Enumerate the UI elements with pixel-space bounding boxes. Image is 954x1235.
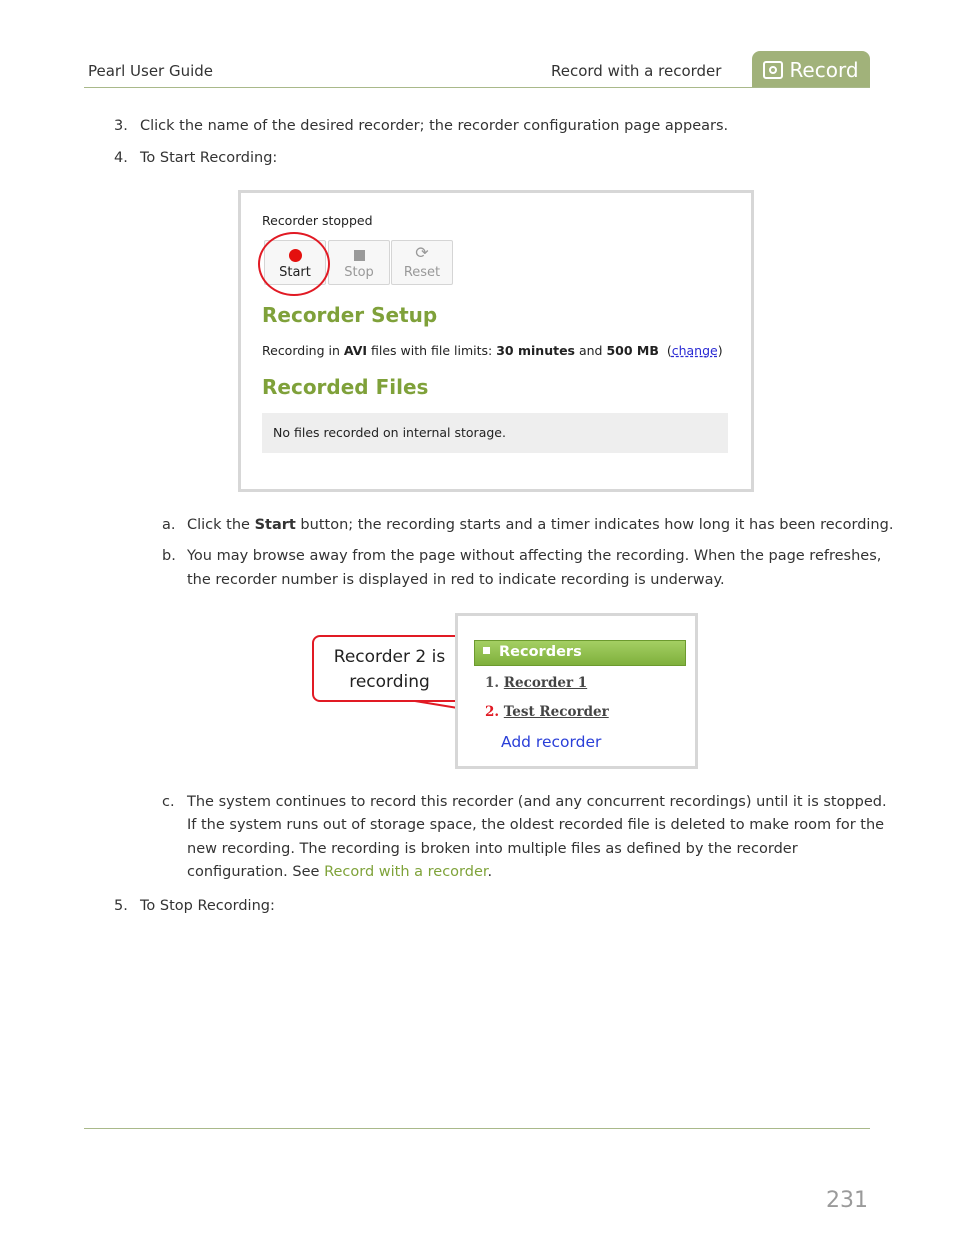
step-3-number: 3. [114,118,128,134]
substep-b-letter: b. [162,548,176,564]
recording-callout: Recorder 2 is recording [312,635,467,702]
recorded-files-empty: No files recorded on internal storage. [262,413,728,453]
recorder-list-item[interactable]: 1. Recorder 1 [485,675,588,691]
recorder-list-item-recording[interactable]: 2. Test Recorder [485,704,609,720]
step-5-number: 5. [114,898,128,914]
step-3-text: Click the name of the desired recorder; the recorder configuration page appears. [140,118,729,134]
section-title: Record with a recorder [551,62,722,80]
substep-b-line-2: the recorder number is displayed in red to indicate recording is underway. [187,572,725,588]
start-highlight-circle [258,232,330,296]
substep-c-line-3: new recording. The recording is broken into multiple files as defined by the recorder [187,841,798,857]
start-button-label: Start [279,265,311,280]
refresh-icon: ⟳ [415,243,429,262]
step-5-text: To Stop Recording: [140,898,275,914]
step-4-text: To Start Recording: [140,150,278,166]
reset-button[interactable] [391,240,453,285]
substep-c-letter: c. [162,794,175,810]
record-tab-label: Record [789,57,859,82]
substep-c-line-2: If the system runs out of storage space, the oldest recorded file is deleted to make room for the [187,817,885,833]
recorder-setup-heading: Recorder Setup [262,303,438,327]
recorded-files-heading: Recorded Files [262,375,429,399]
record-icon [763,61,783,79]
add-recorder-link[interactable]: Add recorder [501,733,602,751]
reset-button-label: Reset [403,265,441,280]
substep-a-text: Click the Start button; the recording starts and a timer indicates how long it has been recording. [187,517,894,533]
substep-c-line-4: configuration. See Record with a recorder. [187,864,493,880]
recorders-panel-screenshot [455,613,698,769]
record-tab [752,51,870,88]
stop-square-icon [354,250,365,261]
record-with-recorder-link[interactable]: Record with a recorder [324,864,488,880]
substep-a-letter: a. [162,517,176,533]
page-number: 231 [826,1188,868,1213]
stop-button-label: Stop [344,265,374,280]
substep-b-line-1: You may browse away from the page without affecting the recording. When the page refreshes, [187,548,882,564]
header-divider [84,87,870,88]
substep-c-line-1: The system continues to record this recorder (and any concurrent recordings) until it is stopped. [187,794,887,810]
stop-button[interactable] [328,240,390,285]
step-4-number: 4. [114,150,128,166]
guide-title: Pearl User Guide [88,62,214,80]
recording-limits-line: Recording in AVI files with file limits: 30 minutes and 500 MB (change) [262,343,723,358]
recorder-status: Recorder stopped [262,213,373,228]
recorder-page-screenshot [238,190,754,492]
change-link[interactable]: change [671,343,718,358]
footer-divider [84,1128,870,1129]
recorders-panel-header: Recorders [474,640,686,666]
